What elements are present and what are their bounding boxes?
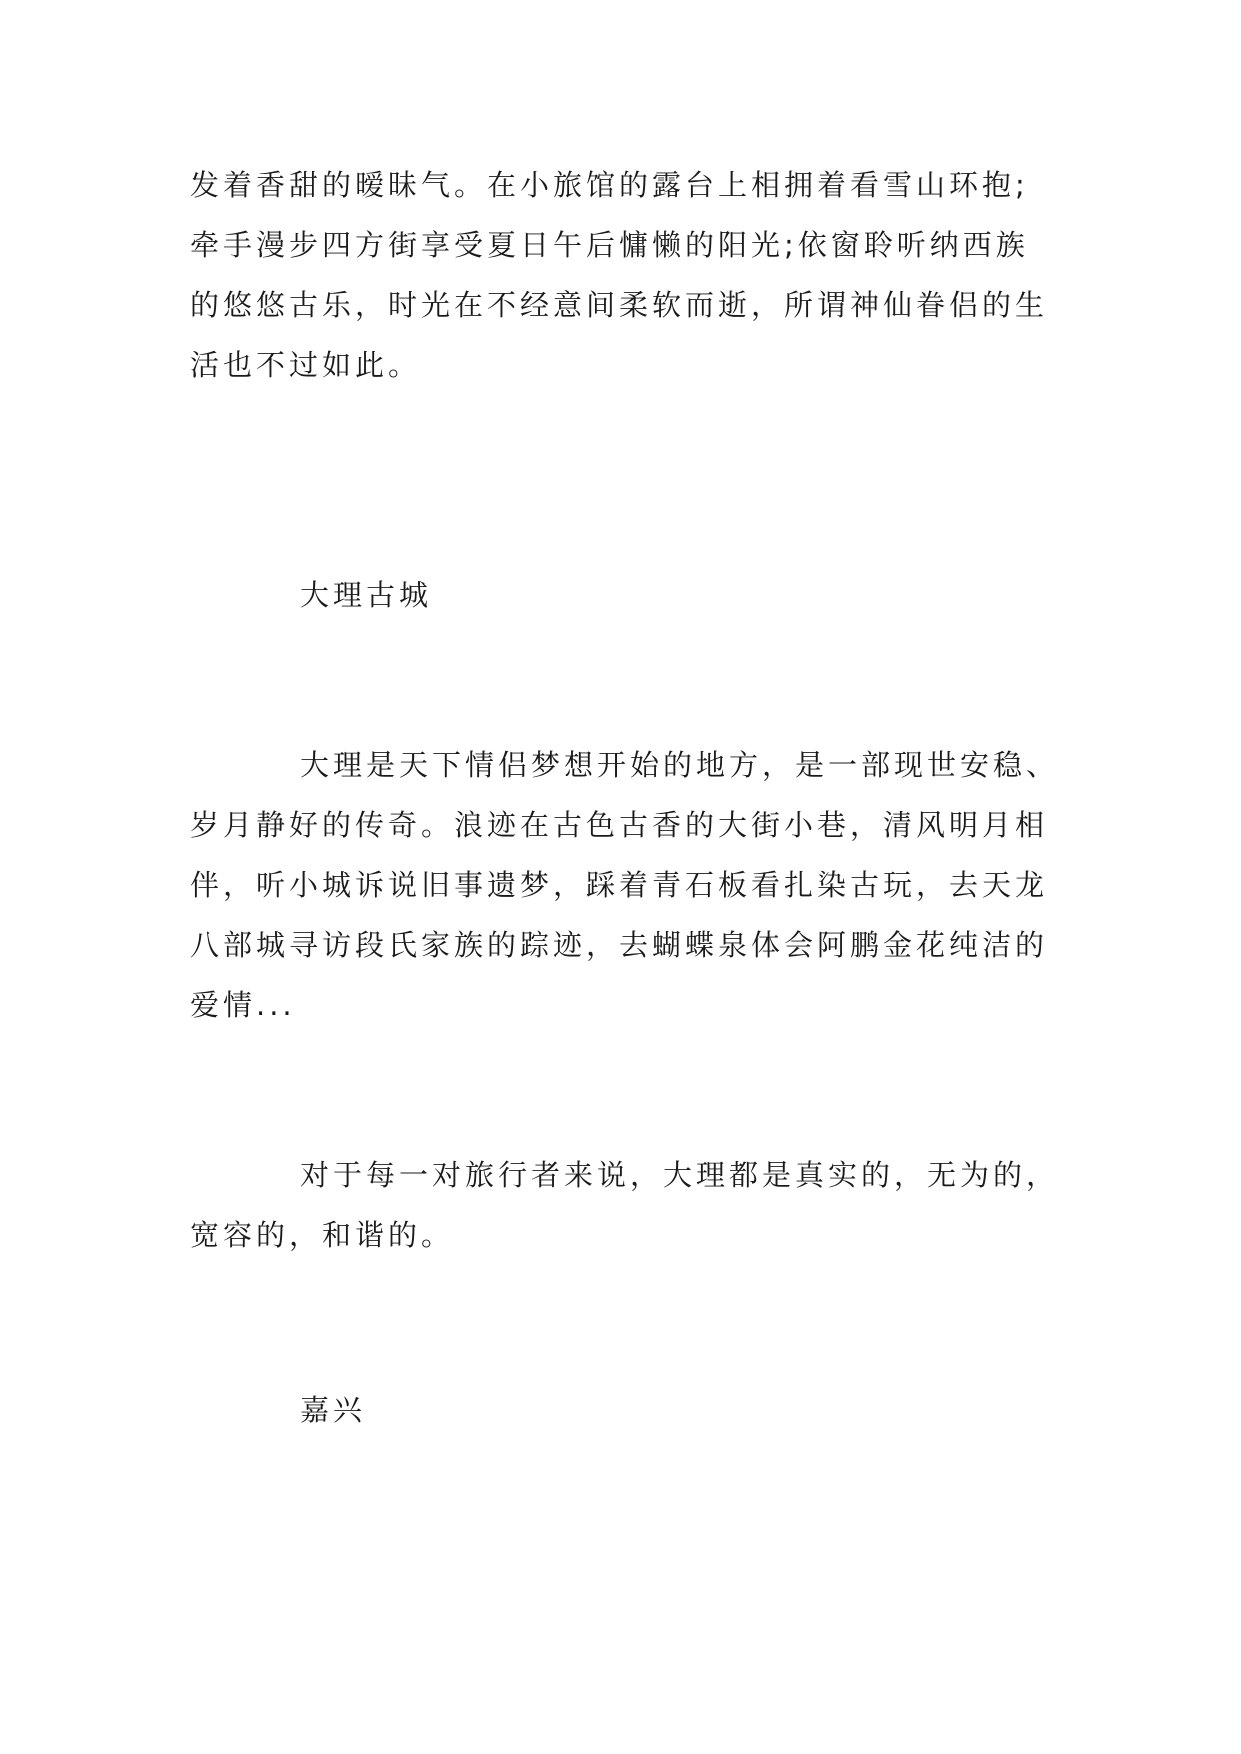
paragraph-dali-summary: 对于每一对旅行者来说，大理都是真实的，无为的， 宽容的，和谐的。 bbox=[190, 1158, 1060, 1252]
paragraph-dali-intro: 大理是天下情侣梦想开始的地方，是一部现世安稳、 岁月静好的传奇。浪迹在古色古香的大街小巷，清风明月相 伴，听小城诉说旧事遗梦，踩着青石板看扎染古玩，去天龙 八部城寻访段氏家族的踪迹，去蝴蝶泉体会阿鹏金花纯洁的 爱情... bbox=[190, 748, 1060, 1022]
paragraph-lijiang-continued: 发着香甜的暧昧气。在小旅馆的露台上相拥着看雪山环抱; 牵手漫步四方街享受夏日午后慵懒的阳光;依窗聆听纳西族 的悠悠古乐，时光在不经意间柔软而逝，所谓神仙眷侣的生 活也不过如此。 bbox=[190, 168, 1049, 382]
section-heading-dali: 大理古城 bbox=[300, 578, 433, 612]
section-heading-jiaxing: 嘉兴 bbox=[300, 1393, 367, 1427]
